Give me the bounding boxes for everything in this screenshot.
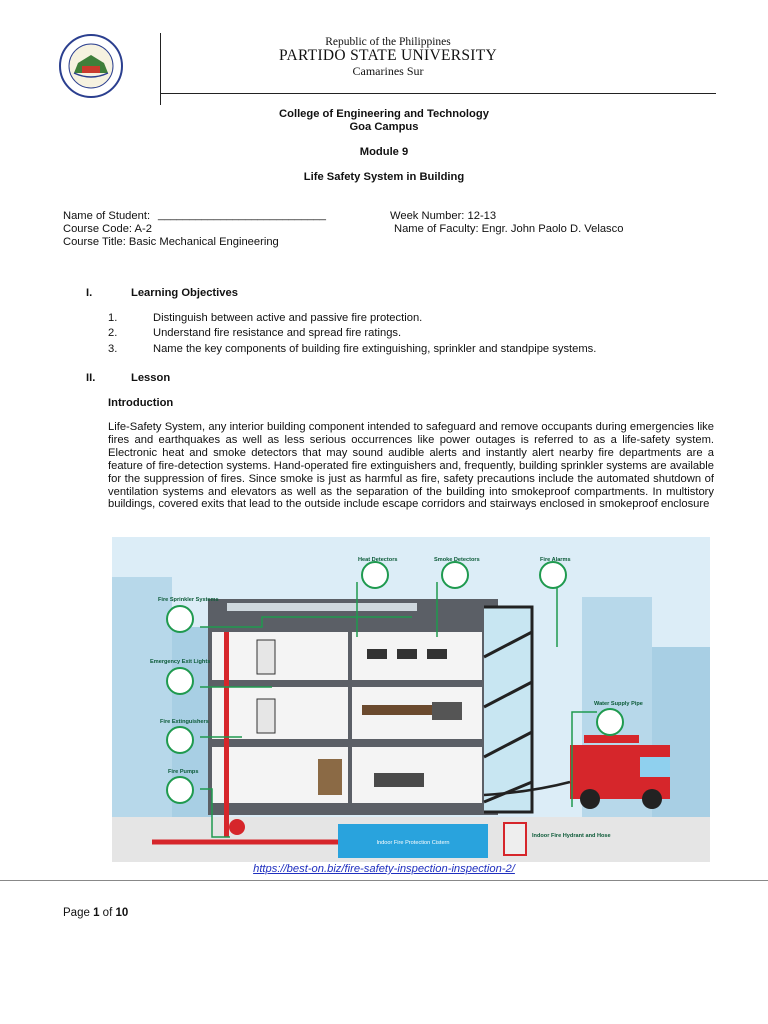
campus-name: Goa Campus bbox=[349, 121, 419, 133]
page-footer bbox=[63, 907, 128, 919]
figure-source-link[interactable]: https://best-on.biz/fire-safety-inspection-inspection-2/ bbox=[253, 863, 515, 875]
smoke-detector-icon bbox=[442, 562, 468, 588]
sprinkler-icon bbox=[167, 606, 193, 632]
section-number: II. bbox=[86, 372, 96, 384]
faculty-name: Name of Faculty: Engr. John Paolo D. Velasco bbox=[394, 223, 624, 235]
university-location: Camarines Sur bbox=[352, 64, 424, 78]
smoke-detectors-label: Smoke Detectors bbox=[434, 557, 480, 563]
objective-number: 2. bbox=[108, 327, 118, 339]
life-safety-building-illustration bbox=[112, 537, 710, 862]
module-title: Life Safety System in Building bbox=[303, 171, 465, 183]
heat-detector-icon bbox=[362, 562, 388, 588]
sprinkler-label: Fire Sprinkler Systems bbox=[158, 597, 219, 603]
course-title: Course Title: Basic Mechanical Engineering bbox=[63, 236, 279, 248]
page-number: 1 bbox=[93, 907, 100, 919]
exit-lights-label: Emergency Exit Lights bbox=[150, 659, 211, 665]
fire-pumps-label: Fire Pumps bbox=[168, 769, 199, 775]
introduction-heading: Introduction bbox=[108, 397, 174, 409]
module-number: Module 9 bbox=[359, 146, 409, 158]
student-name-blank: ___________________________ bbox=[158, 209, 326, 221]
student-name-label: Name of Student: bbox=[63, 210, 151, 222]
page-of: of bbox=[102, 907, 113, 919]
hydrant-label: Indoor Fire Hydrant and Hose bbox=[532, 833, 611, 839]
objective-number: 1. bbox=[108, 312, 118, 324]
republic-label: Republic of the Philippines bbox=[325, 36, 451, 48]
exit-light-icon bbox=[167, 668, 193, 694]
page-prefix: Page bbox=[63, 907, 90, 919]
section-title: Learning Objectives bbox=[131, 287, 238, 299]
university-seal bbox=[58, 33, 124, 99]
objective-text: Understand fire resistance and spread fire ratings. bbox=[153, 327, 402, 339]
page-total: 10 bbox=[115, 907, 129, 919]
extinguishers-label: Fire Extinguishers bbox=[160, 719, 209, 725]
fire-alarm-icon bbox=[540, 562, 566, 588]
course-code: Course Code: A-2 bbox=[63, 223, 152, 235]
section-title: Lesson bbox=[131, 372, 171, 384]
objective-text: Distinguish between active and passive fire protection. bbox=[153, 312, 423, 324]
objective-number: 3. bbox=[108, 343, 118, 355]
university-name: PARTIDO STATE UNIVERSITY bbox=[278, 47, 498, 64]
footer-rule bbox=[0, 880, 768, 881]
objective-text: Name the key components of building fire extinguishing, sprinkler and standpipe systems. bbox=[153, 343, 597, 355]
heat-detectors-label: Heat Detectors bbox=[358, 557, 398, 563]
introduction-paragraph: Life-Safety System, any interior building component intended to safeguard and remove occupants during emergencies like fires and earthquakes as well as less serious occurrences like power outages is referred to as a life-safety system. Electronic heat and smoke detectors that may sound audible alerts and instantly alert nearby fire departments are a feature of fire-detection systems. Hand-operated fire extinguishers and, frequently, building sprinkler systems are available for the suppression of fires. Since smoke is just as harmful as fire, safety precautions include the automated shutdown of ventilation systems and elevators as well as the separation of the building into smokeproof compartments. In multistory buildings, covered exits that lead to the outside include escape corridors and stairways enclosed in smokeproof enclosure bbox=[108, 421, 714, 511]
section-number: I. bbox=[86, 287, 93, 299]
header-horizontal-rule bbox=[160, 93, 716, 94]
cistern-label: Indoor Fire Protection Cistern bbox=[376, 840, 450, 846]
college-name: College of Engineering and Technology bbox=[279, 108, 489, 120]
extinguisher-icon bbox=[167, 727, 193, 753]
fire-alarms-label: Fire Alarms bbox=[540, 557, 571, 563]
water-pipe-label: Water Supply Pipe bbox=[594, 701, 643, 707]
water-pipe-icon bbox=[597, 709, 623, 735]
week-number: Week Number: 12-13 bbox=[390, 210, 497, 222]
fire-pump-icon bbox=[167, 777, 193, 803]
